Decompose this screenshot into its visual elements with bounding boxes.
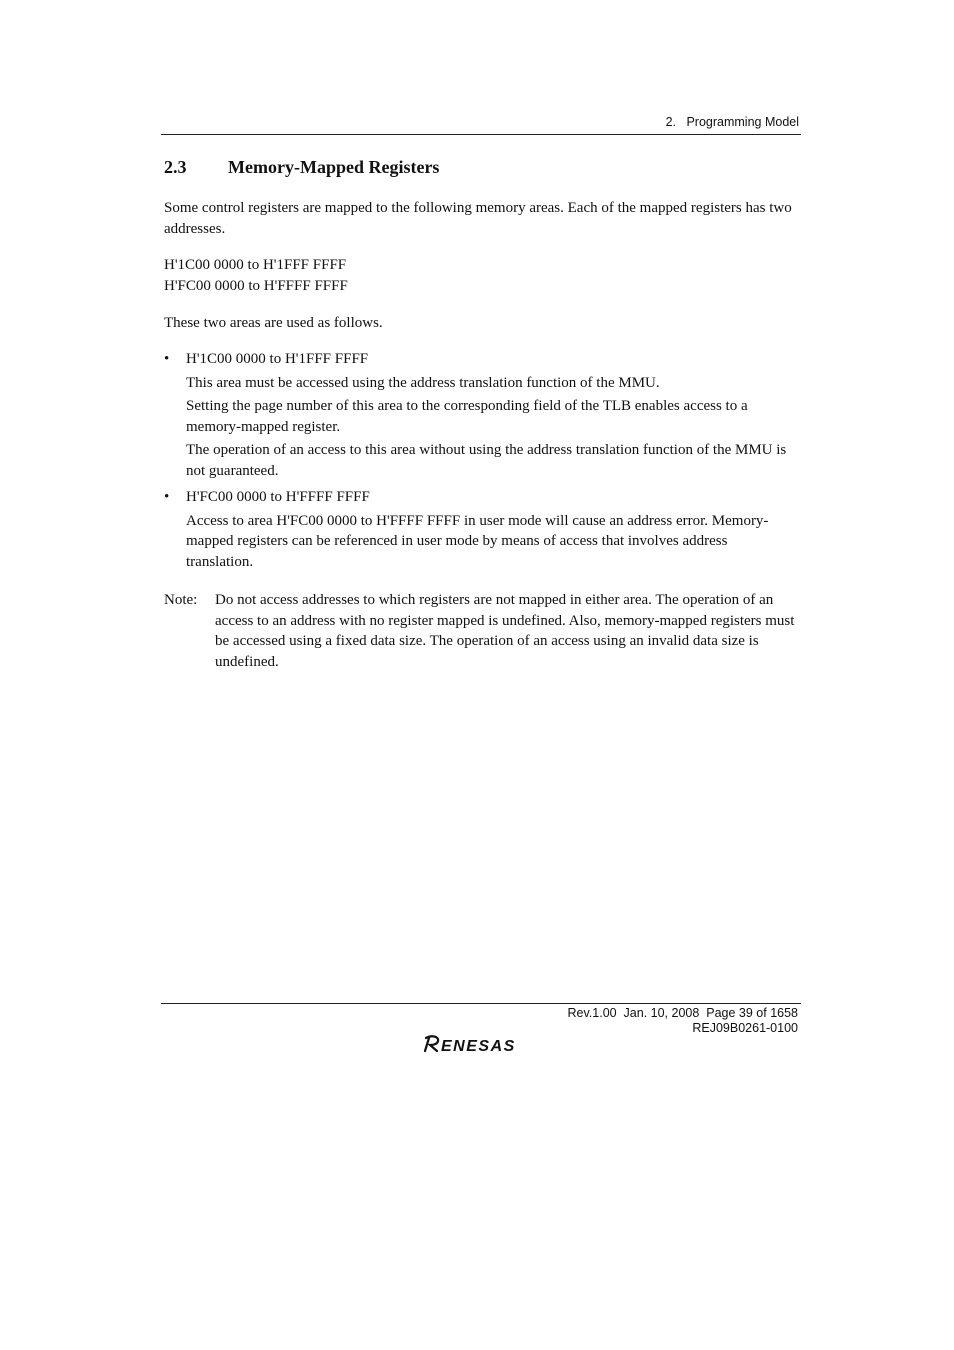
bullet-icon: •	[164, 351, 170, 367]
bullet-paragraph: The operation of an access to this area without using the address translation function of the MMU is not guaranteed.	[186, 442, 787, 479]
svg-text:ENESAS: ENESAS	[441, 1038, 516, 1054]
note-block	[164, 590, 798, 672]
footer-doc-number: REJ09B0261-0100	[692, 1021, 798, 1035]
address-range-1: H'1C00 0000 to H'1FFF FFFF	[164, 257, 347, 273]
usage-intro: These two areas are used as follows.	[164, 315, 383, 331]
note-text: Do not access addresses to which registers are not mapped in either area. The operation of an access to an address with no register mapped is undefined. Also, memory-mapped registers must be accessed using a fixed data size. The operation of an access using an invalid data size is undefined.	[215, 592, 795, 670]
renesas-logo-icon	[423, 1034, 541, 1054]
section-title: Memory-Mapped Registers	[228, 157, 440, 177]
bullet-paragraph: Setting the page number of this area to the corresponding field of the TLB enables access to a memory-mapped register.	[186, 398, 748, 435]
bullet-item-1	[164, 349, 798, 482]
bullet-icon: •	[164, 489, 170, 505]
section-number: 2.3	[164, 157, 187, 177]
bullet-title: H'1C00 0000 to H'1FFF FFFF	[186, 351, 369, 367]
running-header: 2. Programming Model	[665, 115, 799, 129]
section-heading	[164, 157, 439, 178]
bullet-paragraph: This area must be accessed using the address translation function of the MMU.	[186, 374, 660, 391]
bullet-title: H'FC00 0000 to H'FFFF FFFF	[186, 489, 370, 505]
address-range-2: H'FC00 0000 to H'FFFF FFFF	[164, 278, 348, 294]
bullet-paragraph: Access to area H'FC00 0000 to H'FFFF FFFF in user mode will cause an address error. Memory-mapped registers can be referenced in user mode by means of access that involves address translation.	[186, 512, 769, 570]
footer-rule	[161, 1003, 801, 1004]
header-rule	[161, 134, 801, 135]
intro-paragraph: Some control registers are mapped to the following memory areas. Each of the mapped registers has two addresses.	[164, 200, 792, 237]
bullet-item-2	[164, 487, 798, 572]
footer-revision: Rev.1.00 Jan. 10, 2008 Page 39 of 1658	[567, 1006, 798, 1020]
note-label: Note:	[164, 592, 198, 608]
